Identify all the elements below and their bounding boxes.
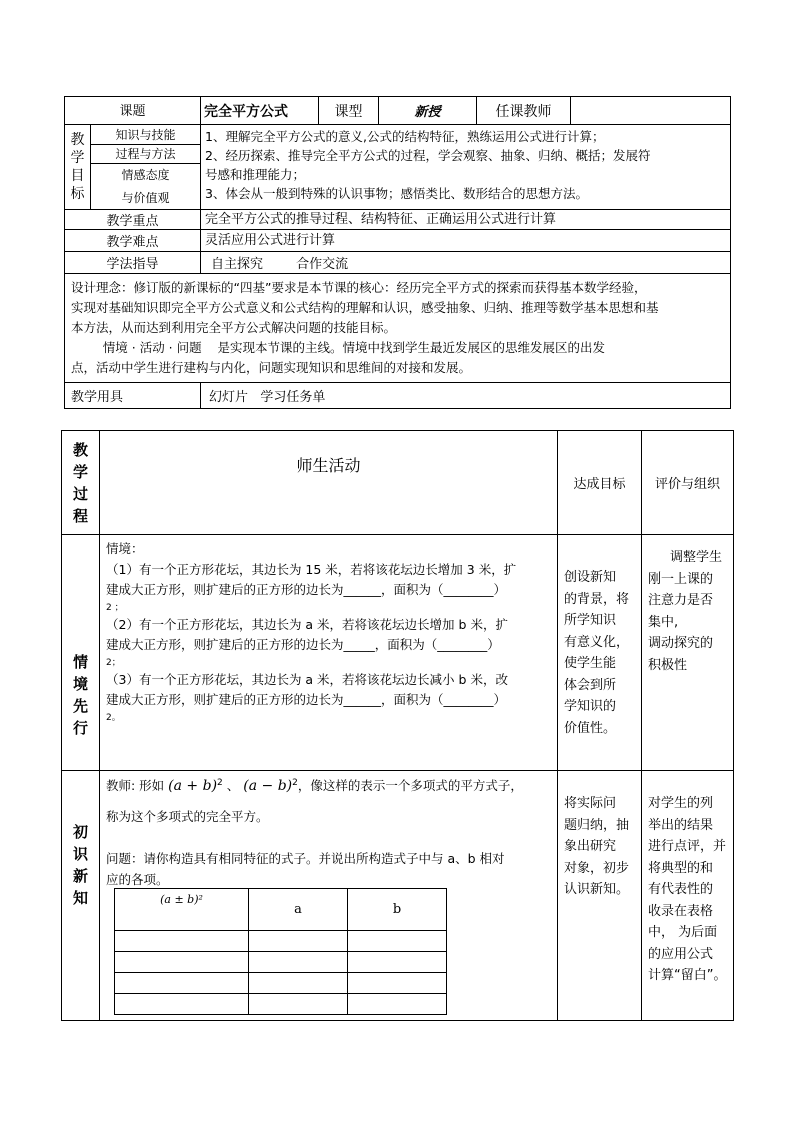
eval-line: 调整学生: [670, 550, 723, 565]
lesson-info-table: [64, 96, 731, 409]
eval-line: 调动探究的: [648, 636, 714, 651]
section1-eval: [642, 535, 734, 771]
objectives-side-label: [65, 125, 91, 210]
practice-head-expr: (a ± b)²: [115, 889, 249, 931]
teacher-suffix: ，像这样的表示一个多项式的平方式子，: [297, 778, 523, 794]
scenario-line: 建成大正方形，则扩建后的正方形的边长为______，面积为（________）: [106, 582, 507, 597]
scenario-line: （3）有一个正方形花坛，其边长为 a 米，若将该花坛边长减小 b 米，改: [106, 671, 508, 687]
practice-head-b: b: [348, 889, 447, 931]
dim-knowledge: 知识与技能: [91, 126, 200, 145]
section1-char: 情: [72, 653, 88, 671]
question-line: 问题：请你构造具有相同特征的式子。并说出所构造式子中与 a、b 相对: [106, 851, 505, 866]
goal-line: 价值性。: [564, 720, 617, 736]
question-text: [106, 848, 554, 890]
eval-line: 集中,: [648, 614, 679, 630]
practice-cell[interactable]: [348, 931, 447, 952]
objectives-char: 标: [70, 186, 85, 202]
section2-char: 识: [72, 845, 88, 863]
practice-cell[interactable]: [115, 994, 249, 1015]
col-goal: 达成目标: [558, 431, 642, 535]
design-line: 设计理念：修订版的新课标的“四基”要求是本节课的核心：经历完全平方式的探索而获得基本数学经验，: [71, 280, 647, 295]
design-line: 本方法，从而达到利用完全平方公式解决问题的技能目标。: [71, 320, 397, 335]
eval-line: 举出的结果: [648, 817, 714, 833]
eval-line: 积极性: [648, 657, 688, 673]
goal-line: 体会到所: [564, 677, 617, 693]
teacher-prefix: 教师: 形如: [106, 778, 165, 794]
practice-cell[interactable]: [115, 952, 249, 973]
practice-cell[interactable]: [115, 973, 249, 994]
expr-a-plus-b: (a + b): [168, 778, 218, 795]
section2-char: 新: [72, 867, 88, 885]
type-label: 课型: [319, 97, 379, 125]
section2-label: [62, 771, 100, 1021]
practice-cell[interactable]: [249, 973, 348, 994]
scenario-line: （1）有一个正方形花坛，其边长为 15 米，若将该花坛边长增加 3 米，扩: [106, 561, 517, 577]
goal-line: 象出研究: [564, 839, 617, 854]
scenario-line: 建成大正方形，则扩建后的正方形的边长为______，面积为（________）: [106, 692, 507, 707]
section2-eval: [642, 771, 734, 1021]
goal-line: 学知识的: [564, 699, 617, 714]
process-char: 教: [72, 440, 88, 459]
dim-emotion: 情感态度: [121, 167, 170, 182]
section1-char: 先: [72, 697, 88, 715]
practice-head-a: a: [249, 889, 348, 931]
dim-process: 过程与方法: [91, 145, 200, 164]
process-char: 过: [72, 484, 88, 503]
goal-line: 对象，初步: [564, 860, 630, 876]
section1-label: [62, 535, 100, 771]
scenario-line: 2。: [106, 712, 121, 723]
goal-line: 题归纳，抽: [564, 817, 630, 833]
question-line: 应的各项。: [106, 872, 169, 887]
practice-cell[interactable]: [249, 931, 348, 952]
key-points-value: 完全平方公式的推导过程、结构特征、正确运用公式进行计算: [201, 210, 731, 230]
goal-line: 将实际问: [564, 796, 617, 811]
key-points-label: 教学重点: [65, 210, 201, 230]
scenario-line: 2 ；: [106, 602, 124, 613]
goal-line: 创设新知: [564, 570, 617, 585]
eval-line: 收录在表格: [648, 903, 714, 919]
col-activity: 师生活动: [100, 431, 558, 535]
difficulties-value: 灵活应用公式进行计算: [201, 230, 731, 252]
objectives-char: 教: [70, 132, 85, 148]
objectives-char: 目: [70, 168, 85, 184]
process-char: 程: [72, 506, 88, 525]
design-concept: [65, 274, 731, 383]
eval-line: 注意力是否: [648, 593, 714, 608]
method-value: 自主探究 合作交流: [201, 252, 731, 274]
goal-line: 认识新知。: [564, 882, 630, 897]
teacher-value: [571, 97, 731, 125]
teacher-label: 任课教师: [477, 97, 571, 125]
section1-char: 境: [72, 675, 88, 693]
scenario-line: 情境：: [106, 541, 144, 556]
teacher-definition: [106, 772, 554, 797]
process-side-label: [62, 431, 100, 535]
eval-line: 中， 为后面: [648, 925, 718, 940]
method-label: 学法指导: [65, 252, 201, 274]
expr-a-minus-b: (a − b): [243, 778, 293, 795]
scenario-content: [100, 535, 558, 771]
topic-label: 课题: [65, 97, 201, 125]
practice-cell[interactable]: [249, 952, 348, 973]
exp-2: 2: [217, 778, 223, 788]
practice-cell[interactable]: [249, 994, 348, 1015]
process-char: 学: [72, 462, 88, 481]
scenario-line: 建成大正方形，则扩建后的正方形的边长为_____，面积为（________）: [106, 637, 500, 652]
section1-goal: [558, 535, 642, 771]
objective-line: 3、体会从一般到特殊的认识事物；感悟类比、数形结合的思想方法。: [205, 186, 588, 201]
objective-line: 2、经历探索、推导完全平方公式的过程，学会观察、抽象、归纳、概括；发展符: [205, 148, 651, 163]
practice-cell[interactable]: [348, 973, 447, 994]
eval-line: 进行点评，并: [648, 839, 727, 854]
eval-line: 的应用公式: [648, 946, 714, 962]
scenario-line: （2）有一个正方形花坛，其边长为 a 米，若将该花坛边长增加 b 米，扩: [106, 616, 508, 632]
col-eval: 评价与组织: [642, 431, 734, 535]
eval-line: 计算“留白”。: [648, 968, 727, 983]
goal-line: 所学知识: [564, 613, 617, 628]
eval-line: 有代表性的: [648, 882, 714, 897]
tools-label: 教学用具: [65, 383, 201, 409]
practice-cell[interactable]: [348, 952, 447, 973]
separator: 、: [226, 778, 240, 794]
eval-line: 将典型的和: [648, 860, 714, 876]
section2-char: 知: [72, 889, 88, 907]
goal-line: 有意义化，: [564, 634, 630, 650]
design-line: 情境 · 活动 · 问题 是实现本节课的主线。情境中找到学生最近发展区的思维发展区的出发: [71, 340, 606, 355]
design-line: 实现对基础知识即完全平方公式意义和公式结构的理解和认识，感受抽象、归纳、推理等数学基本思想和基: [71, 300, 659, 315]
teacher-line2: 称为这个多项式的完全平方。: [106, 809, 269, 824]
practice-cell[interactable]: [348, 994, 447, 1015]
goal-line: 的背景，将: [564, 591, 630, 607]
scenario-line: 2；: [106, 657, 121, 668]
eval-line: 刚一上课的: [648, 571, 714, 587]
section2-goal: [558, 771, 642, 1021]
section2-char: 初: [72, 823, 88, 841]
practice-cell[interactable]: [115, 931, 249, 952]
tools-value: 幻灯片 学习任务单: [201, 383, 731, 409]
eval-line: 对学生的列: [648, 796, 714, 811]
design-line: 点，活动中学生进行建构与内化，问题实现知识和思维间的对接和发展。: [71, 360, 472, 375]
dim-values: 与价值观: [121, 190, 170, 205]
type-value: 新授: [379, 97, 477, 125]
difficulties-label: 教学难点: [65, 230, 201, 252]
objective-line: 号感和推理能力；: [205, 167, 306, 182]
objective-dimensions: [91, 125, 201, 210]
objectives-char: 学: [70, 150, 85, 166]
goal-line: 使学生能: [564, 656, 617, 671]
section1-char: 行: [72, 719, 88, 737]
topic-value: 完全平方公式: [201, 97, 319, 125]
objective-line: 1、理解完全平方公式的意义,公式的结构特征，熟练运用公式进行计算；: [205, 129, 605, 144]
exp-2: 2: [292, 778, 298, 788]
objectives-text: [201, 125, 731, 210]
practice-table: [114, 888, 447, 1015]
